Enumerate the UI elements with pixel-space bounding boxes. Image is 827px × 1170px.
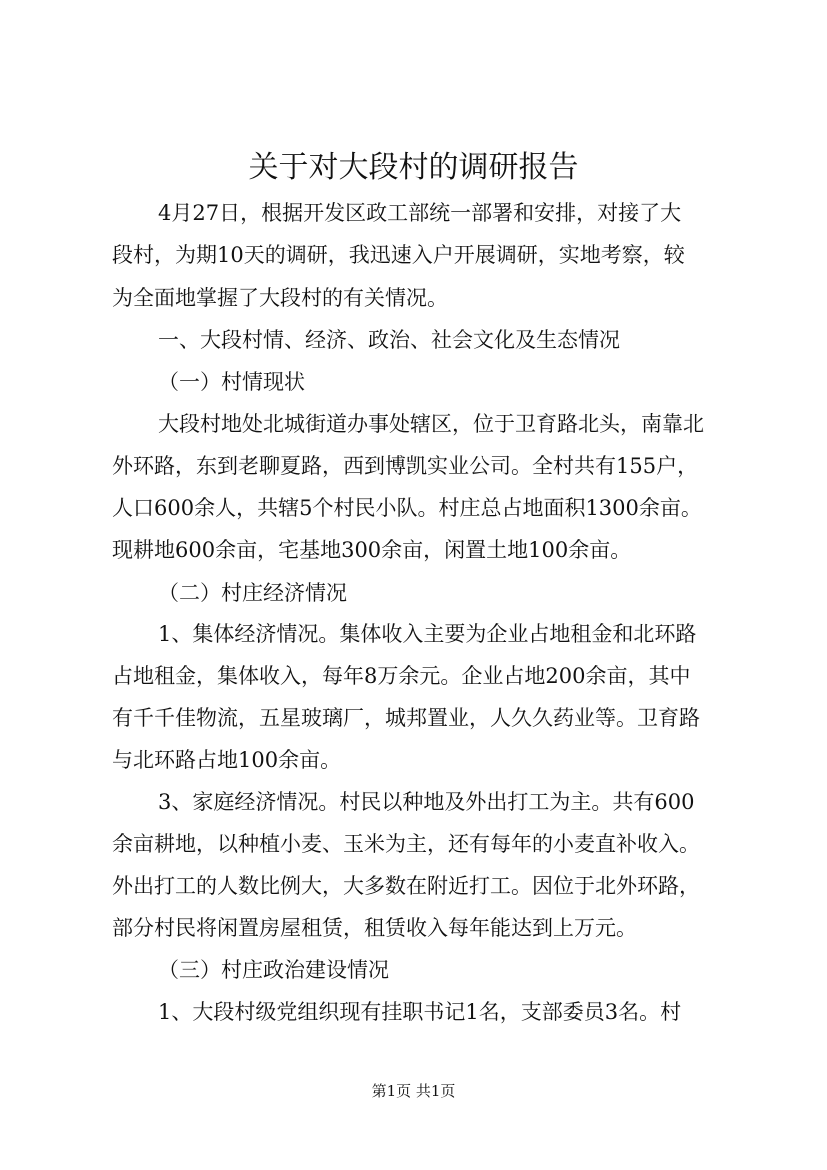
body-line: 有千千佳物流，五星玻璃厂，城邦置业，人久久药业等。卫育路 [112, 706, 700, 730]
body-line: 为全面地掌握了大段村的有关情况。 [112, 286, 448, 310]
body-line: 余亩耕地，以种植小麦、玉米为主，还有每年的小麦直补收入。 [112, 832, 700, 856]
body-line: 外出打工的人数比例大，大多数在附近打工。因位于北外环路， [112, 874, 700, 898]
body-line: 1、集体经济情况。集体收入主要为企业占地租金和北环路 [158, 622, 697, 646]
page-footer: 第1页 共1页 [371, 1082, 456, 1100]
body-line: 4月27日，根据开发区政工部统一部署和安排，对接了大 [158, 201, 682, 225]
subsection-heading: （一）村情现状 [158, 370, 305, 394]
page-title: 关于对大段村的调研报告 [248, 150, 579, 185]
body-line: 外环路，东到老聊夏路，西到博凯实业公司。全村共有155户， [112, 454, 699, 478]
body-line: 1、大段村级党组织现有挂职书记1名，支部委员3名。村 [158, 1000, 682, 1024]
body-line: 3、家庭经济情况。村民以种地及外出打工为主。共有600 [158, 790, 695, 814]
subsection-heading: （三）村庄政治建设情况 [158, 958, 389, 982]
body-line: 与北环路占地100余亩。 [112, 748, 342, 772]
body-line: 大段村地处北城街道办事处辖区，位于卫育路北头，南靠北 [158, 412, 704, 436]
section-heading: 一、大段村情、经济、政治、社会文化及生态情况 [158, 328, 620, 352]
body-line: 占地租金，集体收入，每年8万余元。企业占地200余亩，其中 [112, 664, 691, 688]
body-line: 人口600余人，共辖5个村民小队。村庄总占地面积1300余亩。 [112, 496, 702, 520]
body-line: 段村，为期10天的调研，我迅速入户开展调研，实地考察，较 [112, 243, 685, 267]
subsection-heading: （二）村庄经济情况 [158, 581, 347, 605]
body-line: 部分村民将闲置房屋租赁，租赁收入每年能达到上万元。 [112, 916, 637, 940]
body-line: 现耕地600余亩，宅基地300余亩，闲置土地100余亩。 [112, 538, 632, 562]
